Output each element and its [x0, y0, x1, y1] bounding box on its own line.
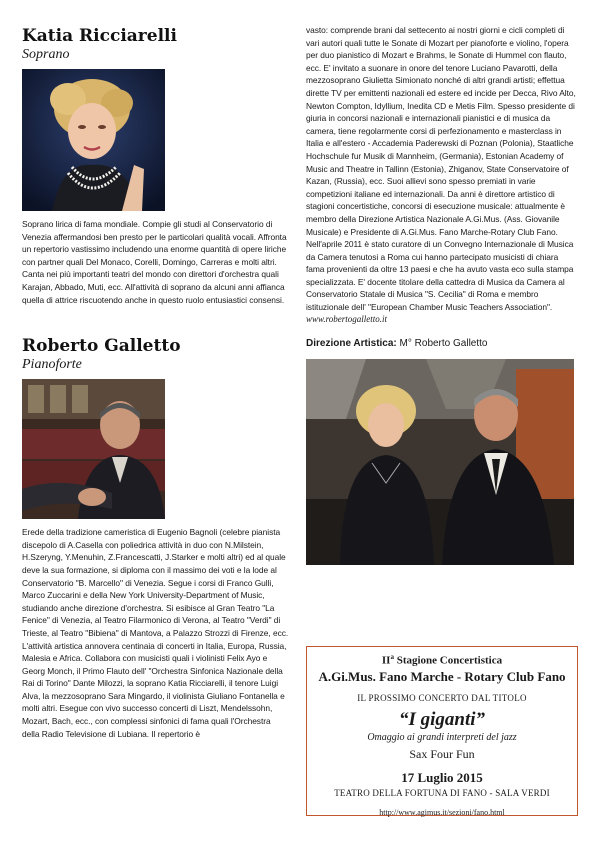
bio-ricciarelli: Soprano lirica di fama mondiale. Compie gli studi al Conservatorio di Venezia affermandosi ben presto per le particolari qualità vocali. Affronta un repertorio vastissimo includendo una enorme quantità di opere liriche con partner quali Del Monaco, Corelli, Domingo, Carreras e molti altri. Canta nei più importanti teatri del mondo con direttori d'orchestra quali Karajan, Abbado, Muti, ecc. All'attività di soprano da alcuni anni affianca quella di attrice riscuotendo anche in questo ruolo entusiastici consensi.	[22, 219, 287, 305]
photo-artists-on-stage	[306, 359, 574, 565]
right-column	[306, 24, 578, 565]
concert-date: 17 Luglio 2015	[401, 769, 483, 785]
website-link[interactable]: www.robertogalletto.it	[306, 313, 388, 324]
concert-title: “I giganti”	[398, 708, 486, 730]
organization: A.Gi.Mus. Fano Marche - Rotary Club Fano	[318, 668, 566, 684]
direction-label: Direzione Artistica:	[306, 337, 397, 349]
artist-role-pianoforte: Pianoforte	[22, 357, 82, 373]
photo-ricciarelli	[22, 69, 165, 211]
next-concert-intro: IL PROSSIMO CONCERTO DAL TITOLO	[357, 692, 527, 703]
venue: TEATRO DELLA FORTUNA DI FANO - SALA VERDI	[334, 787, 550, 798]
season-line	[307, 653, 577, 667]
concert-subtitle: Omaggio ai grandi interpreti del jazz	[367, 731, 517, 743]
performer: Sax Four Fun	[409, 746, 475, 761]
season-number: II	[381, 654, 391, 667]
artist-role-soprano: Soprano	[22, 47, 70, 62]
artist-name-ricciarelli: Katia Ricciarelli	[22, 26, 177, 46]
season-text: Stagione Concertistica	[396, 654, 503, 667]
bio-galletto-continued: vasto: comprende brani dal settecento ai nostri giorni e cicli completi di vari autori quali tutte le Sonate di Mozart per pianoforte e violino, l'opera per duo pianistico di Mozart e Brahms, le Sonate di Hummel con flauto, ecc. E' invitato a suonare in onore del tenore Luciano Pavarotti, della mezzosoprano Giulietta Simionato nonché di altri grandi artisti; effettua dirette TV per emittenti nazionali ed estere ed incide per Decca, Rivo Alto, Newton Compton, Idyllium, Inedita CD e Metis Film. Spesso presidente di giuria in concorsi nazionali e internazionali pianistici e di musica da camera, tiene regolarmente corsi di perfezionamento e masterclass in Italia e all'estero - Accademia Paderewski di Poznan (Polonia), Staatliche Hochschule fur Musik di Mannheim, (Germania), Estonian Academy of Music and Theatre in Tallinn (Estonia), Zhiganov, State Conservatoire of Kazan, (Russia), ecc. Suoi allievi sono spesso premiati in varie competizioni italiane ed internazionali. Da anni è direttore artistico di stagioni concertistiche, concorsi di esecuzione musicale: attualmente è membro della Direzione Artistica Nazionale A.Gi.Mus. (Ass. Giovanile Musicale) e Presidente di A.Gi.Mus. Fano Marche-Rotary Club Fano. Nell'aprile 2011 è stato curatore di un Convegno Internazionale di Musica da Camera tenutosi a Roma cui hanno partecipato musicisti di chiara fama provenienti da oltre 13 paesi e che ha avuto vasta eco sulla stampa specializzata. E' docente titolare della cattedra di Musica da Camera al Conservatorio Statale di Musica "S. Cecilia" di Roma e membro istituzionale dell' "European Chamber Music Teachers Association".	[306, 25, 576, 313]
left-column	[22, 26, 290, 740]
artistic-direction	[306, 338, 578, 349]
bio-galletto: Erede della tradizione cameristica di Eugenio Bagnoli (celebre pianista discepolo di A.Casella con poliedrica attività in duo con N.Milstein, H.Szeryng, Y.Menuhin, Z.Francescatti, J.Starker e molti altri) ed al quale deve la sua formazione, si diploma con il massimo dei voti e la lode al Conservatorio "B. Marcello" di Venezia. Segue i corsi di Franco Gulli, Marco Zuccarini e della New York University-Department of Music, studiando anche direzione d'orchestra. Si esibisce al Gran Teatro "La Fenice" di Venezia, al Teatro Filarmonico di Verona, al Teatro "Verdi" di Trieste, al Teatro "Bibiena" di Mantova, a Palazzo Strozzi di Firenze, ecc. L'attività artistica annovera centinaia di concerti in Italia, Europa, Russia, Malesia e Africa. Collabora con musicisti quali i violinisti Felix Ayo e Georg Monch, il Primo Flauto dell' "Orchestra Sinfonica Nazionale della Rai di Torino" Dante Milozzi, la soprano Katia Ricciarelli, il tenore Luigi Alva, la mezzosoprano Sara Mingardo, il violinista Giuliano Fontanella e molti altri. Esegue con vivo successo concerti di Liszt, Mendelssohn, Mozart, Bach, ecc., con complessi sinfonici di fama quali l'Orchestra della Radio Televisione di Lubiana. Il repertorio è	[22, 527, 289, 739]
concert-url[interactable]: http://www.agimus.it/sezioni/fano.html	[379, 807, 505, 817]
direction-value: M° Roberto Galletto	[399, 337, 488, 349]
season-suffix: a	[390, 653, 394, 661]
artist-name-galletto: Roberto Galletto	[22, 336, 181, 357]
photo-galletto	[22, 379, 165, 519]
concert-announcement-box	[306, 646, 578, 816]
